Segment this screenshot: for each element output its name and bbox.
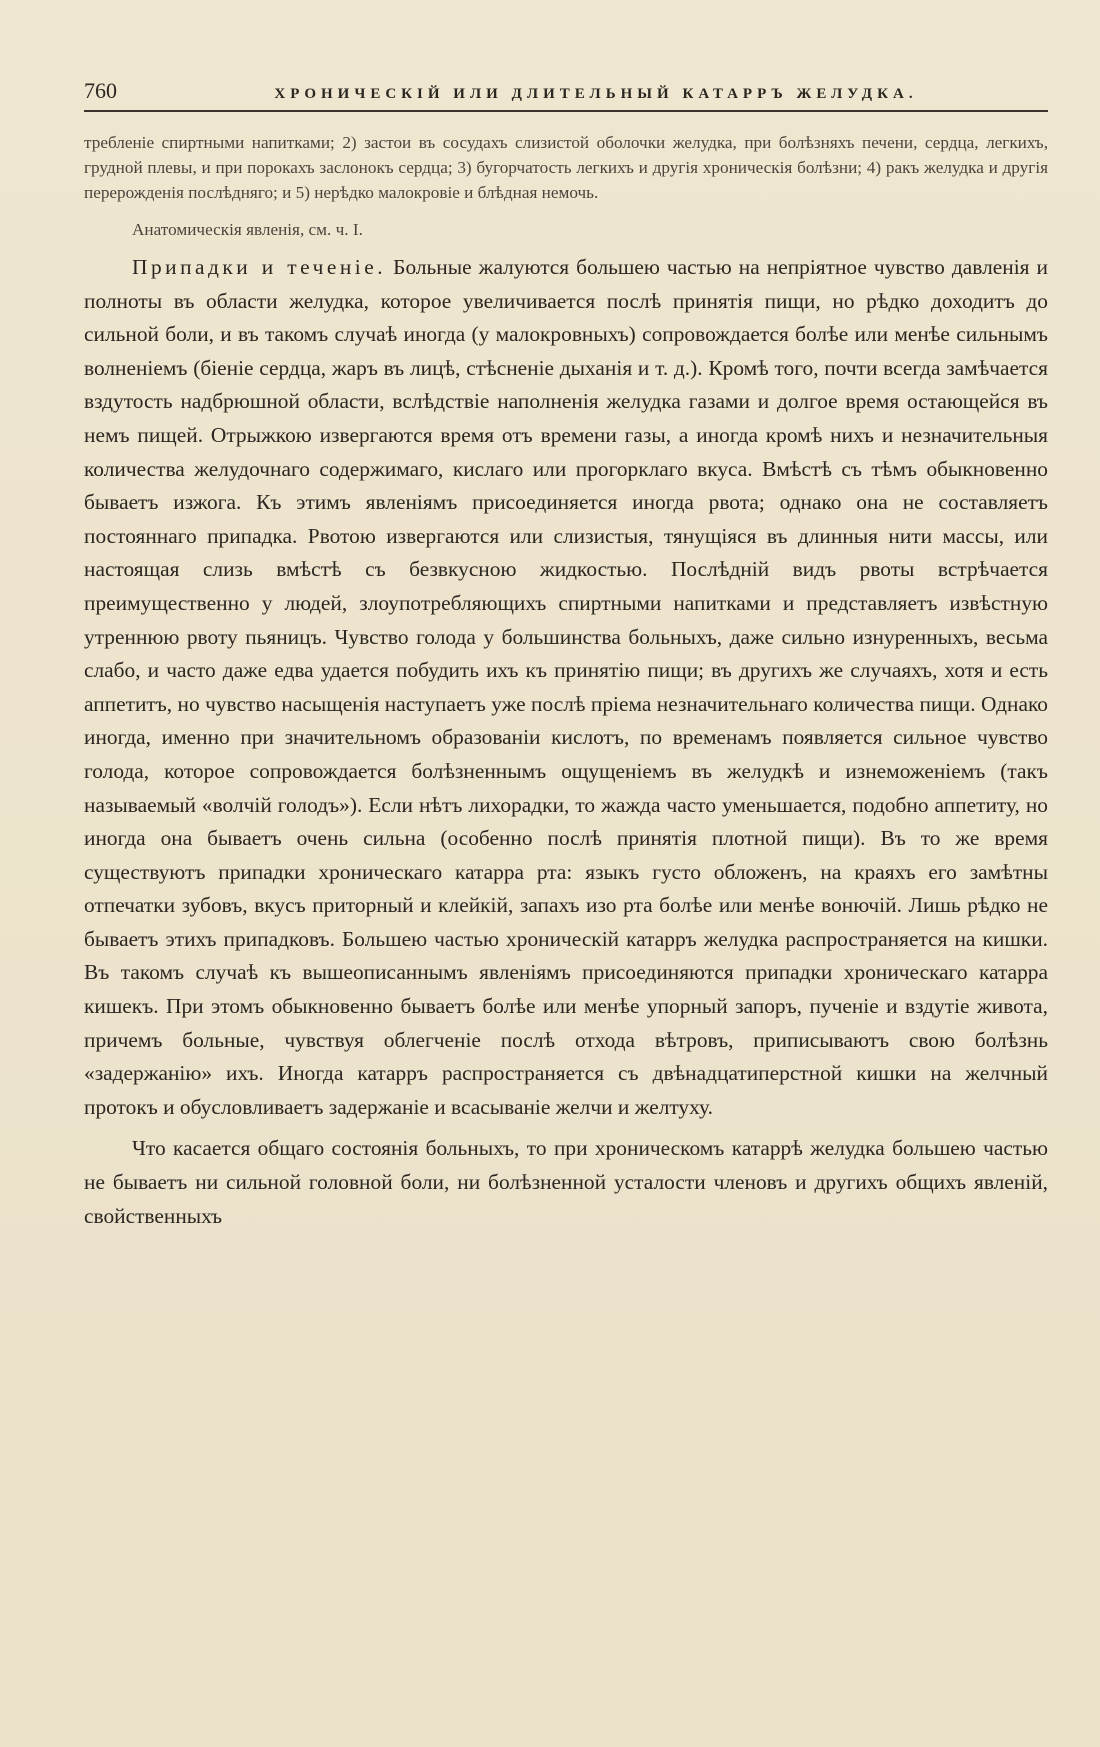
page-header xyxy=(84,78,1048,112)
symptoms-text: Больные жалуются большею частью на непріятное чувство давленія и полноты въ области желудка, которое увеличивается послѣ принятія пищи, но рѣдко доходитъ до сильной боли, и въ такомъ случаѣ иногда (у малокровныхъ) сопровождается болѣе или менѣе сильнымъ волненіемъ (біеніе сердца, жаръ въ лицѣ, стѣсненіе дыханія и т. д.). Кромѣ того, почти всегда замѣчается вздутость надбрюшной области, вслѣдствіе наполненія желудка газами и долгое время остающейся въ немъ пищей. Отрыжкою извергаются время отъ времени газы, а иногда кромѣ нихъ и незначительныя количества желудочнаго содержимаго, кислаго или прогорклаго вкуса. Вмѣстѣ съ тѣмъ обыкновенно бываетъ изжога. Къ этимъ явленіямъ присоединяется иногда рвота; однако она не составляетъ постояннаго припадка. Рвотою извергаются или слизистыя, тянущіяся въ длинныя нити массы, или настоящая слизь вмѣстѣ съ безвкусною жидкостью. Послѣдній видъ рвоты встрѣчается преимущественно у людей, злоупотребляющихъ спиртными напитками и представляетъ извѣстную утреннюю рвоту пьяницъ. Чувство голода у большинства больныхъ, даже сильно изнуренныхъ, весьма слабо, и часто даже едва удается побудить ихъ къ принятію пищи; въ другихъ же случаяхъ, хотя и есть аппетитъ, но чувство насыщенія наступаетъ уже послѣ пріема незначительнаго количества пищи. Однако иногда, именно при значительномъ образованіи кислотъ, по временамъ появляется сильное чувство голода, которое сопровождается болѣзненнымъ ощущеніемъ въ желудкѣ и изнеможеніемъ (такъ называемый «волчій голодъ»). Если нѣтъ лихорадки, то жажда часто уменьшается, подобно аппетиту, но иногда она бываетъ очень сильна (особенно послѣ принятія плотной пищи). Въ то же время существуютъ припадки хроническаго катарра рта: языкъ густо обложенъ, на краяхъ его замѣтны отпечатки зубовъ, вкусъ приторный и клейкій, запахъ изо рта болѣе или менѣе вонючій. Лишь рѣдко не бываетъ этихъ припадковъ. Большею частью хроническій катарръ желудка распространяется на кишки. Въ такомъ случаѣ къ вышеописаннымъ явленіямъ присоединяются припадки хроническаго катарра кишекъ. При этомъ обыкновенно бываетъ болѣе или менѣе упорный запоръ, пученіе и вздутіе живота, причемъ больные, чувствуя облегченіе послѣ отхода вѣтровъ, приписываютъ свою болѣзнь «задержанію» ихъ. Иногда катарръ распространяется съ двѣнадцатиперстной кишки на желчный протокъ и обусловливаетъ задержаніе и всасываніе желчи и желтуху. xyxy=(84,255,1048,1119)
causes-paragraph: требленіе спиртными напитками; 2) застои въ сосудахъ слизистой оболочки желудка, при болѣзняхъ печени, сердца, легкихъ, грудной плевы, и при порокахъ заслонокъ сердца; 3) бугорчатость легкихъ и другія хроническія болѣзни; 4) ракъ желудка и другія перерожденія послѣдняго; и 5) нерѣдко малокровіе и блѣдная немочь. xyxy=(84,133,1048,202)
page-number: 760 xyxy=(84,78,117,103)
symptoms-paragraph xyxy=(84,251,1048,1124)
general-paragraph: Что касается общаго состоянія больныхъ, то при хроническомъ катаррѣ желудка большею частью не бываетъ ни сильной головной боли, ни болѣзненной усталости членовъ и другихъ общихъ явленій, свойственныхъ xyxy=(84,1136,1048,1228)
symptoms-heading: Припадки и теченіе. xyxy=(132,255,387,279)
anatomy-note: Анатомическія явленія, см. ч. I. xyxy=(132,220,363,239)
running-head: ХРОНИЧЕСКІЙ ИЛИ ДЛИТЕЛЬНЫЙ КАТАРРЪ ЖЕЛУДКА. xyxy=(274,86,918,102)
